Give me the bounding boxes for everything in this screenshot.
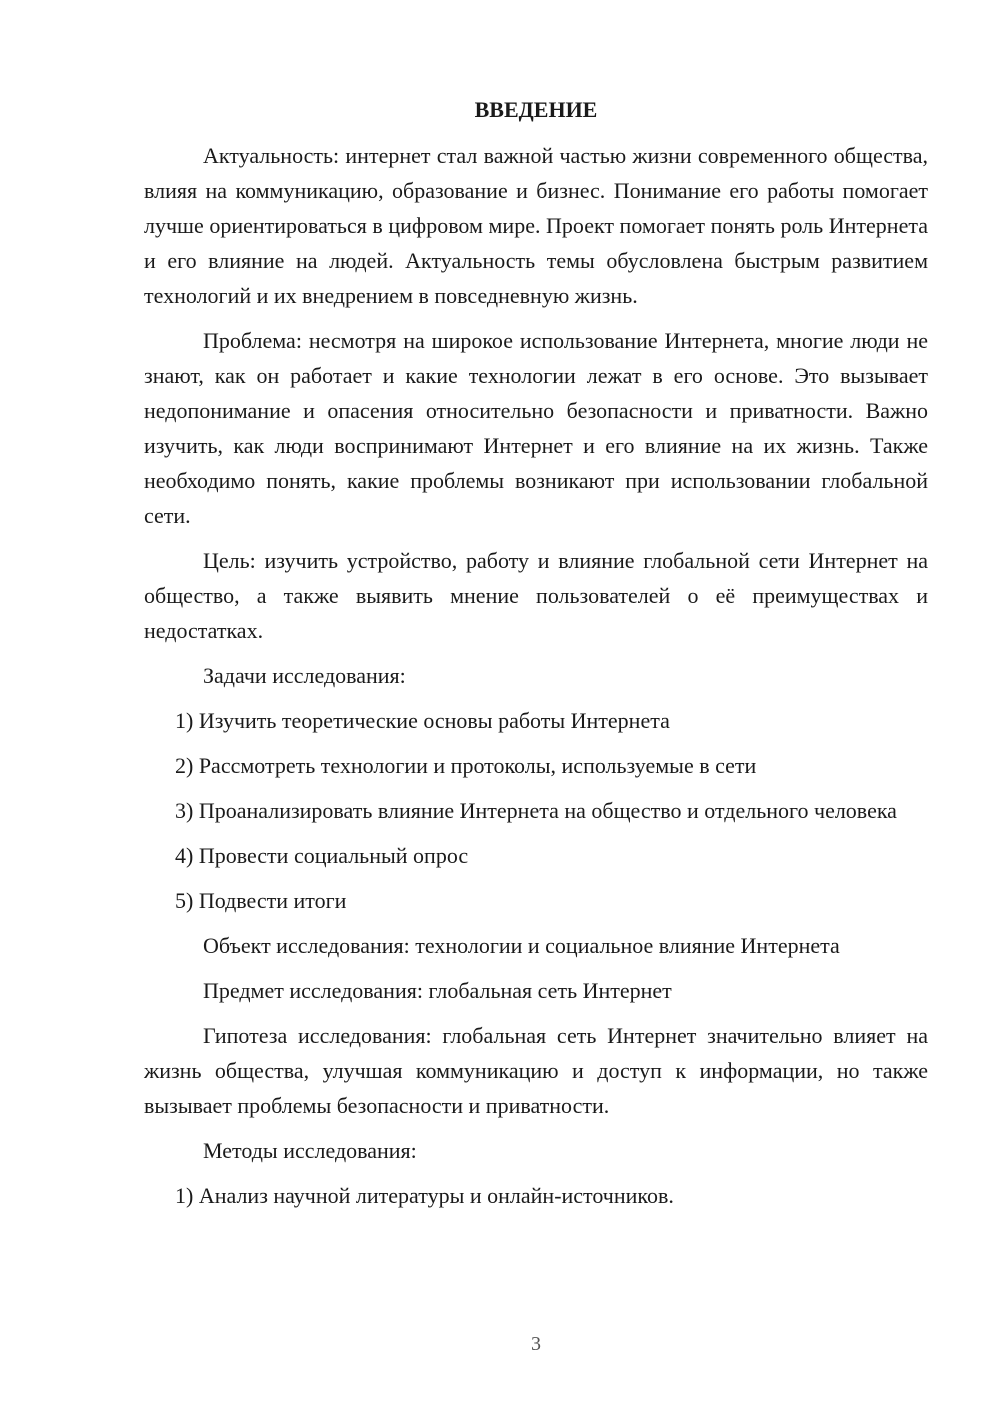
task-item-3: 3) Проанализировать влияние Интернета на общество и отдельного человека: [175, 798, 897, 823]
task-item-5: 5) Подвести итоги: [175, 888, 347, 913]
hypothesis-paragraph: Гипотеза исследования: глобальная сеть Интернет значительно влияет на жизнь общества, улучшая коммуникацию и доступ к информации, но также вызывает проблемы безопасности и приватности.: [144, 1023, 928, 1118]
task-item-4: 4) Провести социальный опрос: [175, 843, 469, 868]
task-item-1: 1) Изучить теоретические основы работы Интернета: [175, 708, 670, 733]
object-line: Объект исследования: технологии и социальное влияние Интернета: [203, 933, 840, 958]
method-item-1: 1) Анализ научной литературы и онлайн-источников.: [175, 1183, 674, 1208]
methods-heading: Методы исследования:: [203, 1138, 417, 1163]
document-page: [144, 95, 928, 1223]
page-title: ВВЕДЕНИЕ: [474, 97, 598, 122]
subject-line: Предмет исследования: глобальная сеть Интернет: [203, 978, 672, 1003]
problem-paragraph: Проблема: несмотря на широкое использование Интернета, многие люди не знают, как он работает и какие технологии лежат в его основе. Это вызывает недопонимание и опасения относительно безопасности и приватности. Важно изучить, как люди воспринимают Интернет и его влияние на их жизнь. Также необходимо понять, какие проблемы возникают при использовании глобальной сети.: [144, 328, 928, 528]
relevance-paragraph: Актуальность: интернет стал важной частью жизни современного общества, влияя на коммуникацию, образование и бизнес. Понимание его работы помогает лучше ориентироваться в цифровом мире. Проект помогает понять роль Интернета и его влияние на людей. Актуальность темы обусловлена быстрым развитием технологий и их внедрением в повседневную жизнь.: [144, 143, 928, 308]
tasks-heading: Задачи исследования:: [203, 663, 406, 688]
page-number: 3: [531, 1333, 541, 1355]
task-item-2: 2) Рассмотреть технологии и протоколы, используемые в сети: [175, 753, 757, 778]
goal-paragraph: Цель: изучить устройство, работу и влияние глобальной сети Интернет на общество, а также выявить мнение пользователей о её преимуществах и недостатках.: [144, 548, 928, 643]
